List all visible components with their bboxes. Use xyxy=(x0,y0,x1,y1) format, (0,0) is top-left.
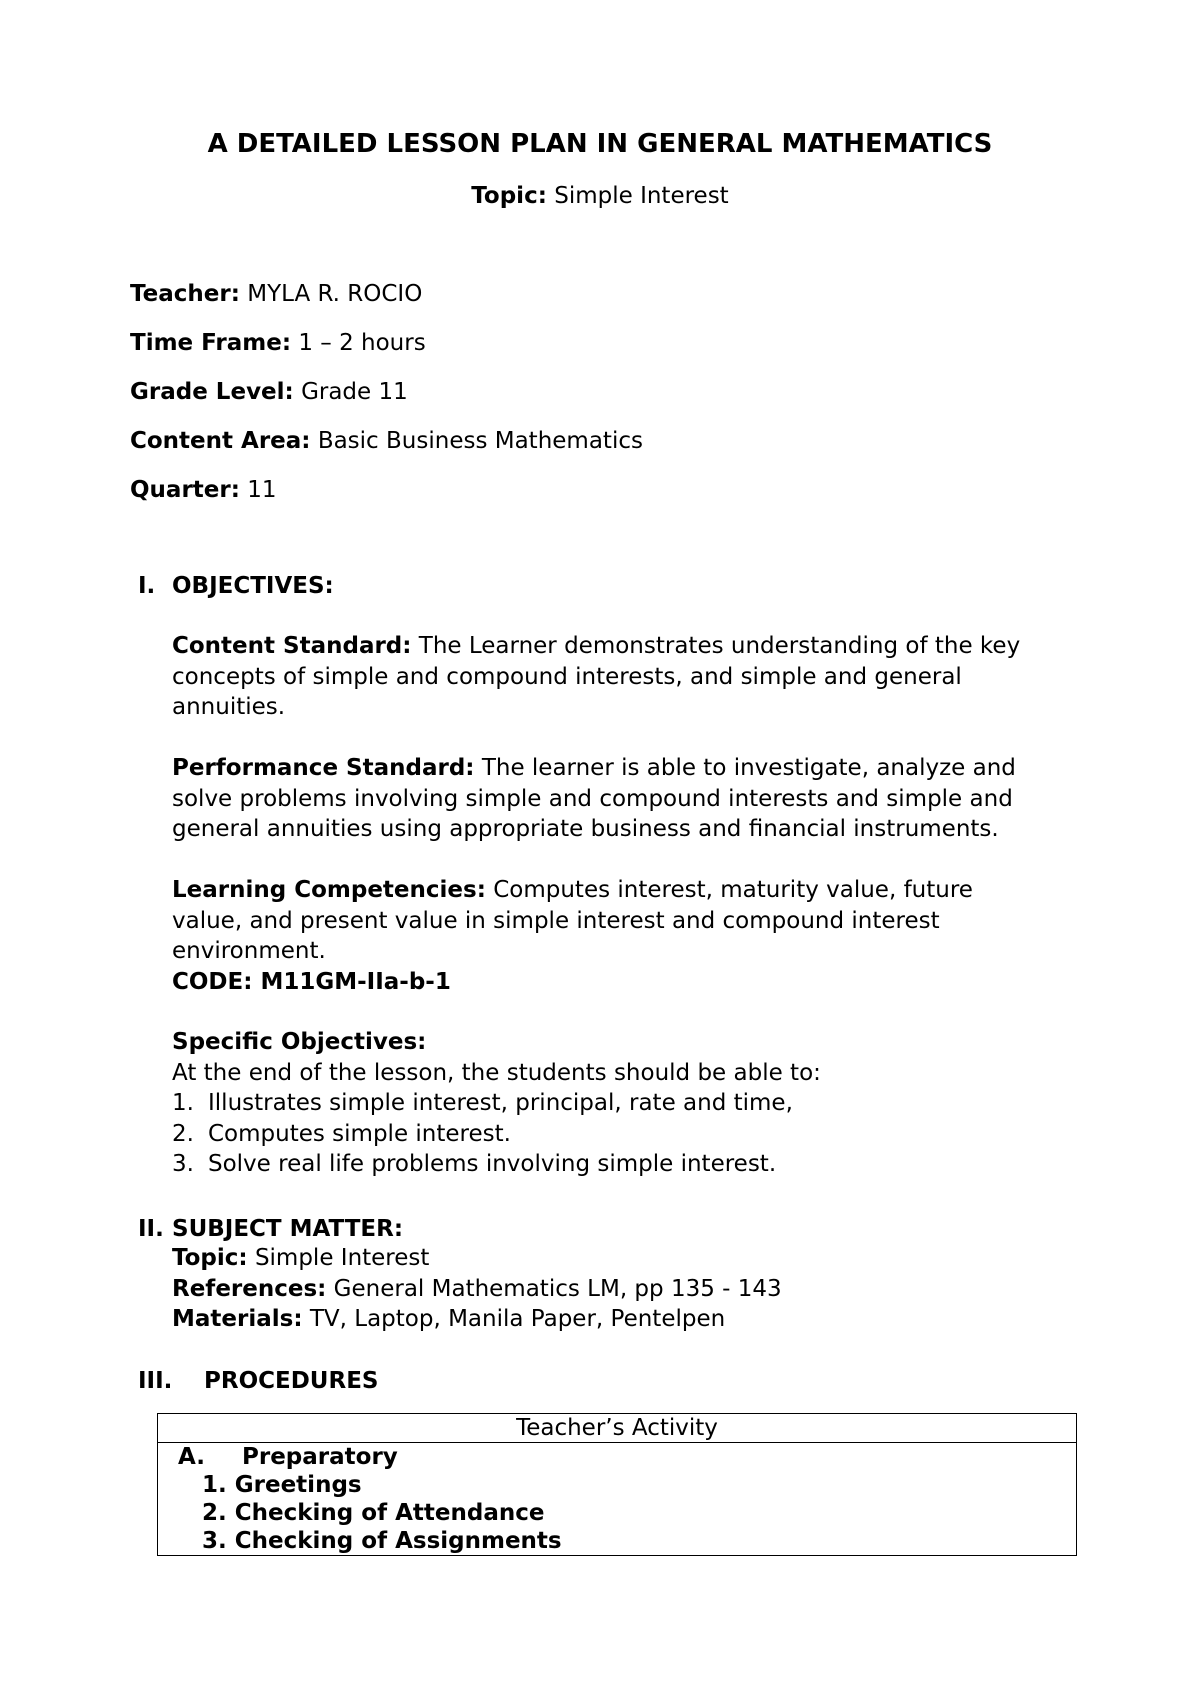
section-title: SUBJECT MATTER: xyxy=(172,1216,404,1242)
list-item xyxy=(172,1149,1092,1180)
specific-objectives xyxy=(172,1027,1092,1180)
procedure-step xyxy=(170,1471,1064,1499)
materials-value: TV, Laptop, Manila Paper, Pentelpen xyxy=(309,1306,726,1332)
content-standard-text: concepts of simple and compound interests, and simple and general xyxy=(172,663,962,690)
materials-label: Materials: xyxy=(172,1306,303,1332)
procedure-step xyxy=(170,1527,1064,1555)
content-standard-label: Content Standard: xyxy=(172,633,412,659)
section-number: III. xyxy=(138,1368,173,1394)
section-number: I. xyxy=(138,573,156,599)
list-item-text: Computes simple interest. xyxy=(208,1120,511,1147)
section-procedures-heading xyxy=(138,1367,378,1395)
step-text: Checking of Attendance xyxy=(234,1500,545,1526)
meta-time-frame xyxy=(130,329,426,357)
specific-objectives-label: Specific Objectives: xyxy=(172,1029,427,1055)
meta-label: Content Area: xyxy=(130,428,311,454)
content-standard xyxy=(172,631,1092,723)
section-number: II. xyxy=(138,1216,164,1242)
performance-standard-label: Performance Standard: xyxy=(172,755,475,781)
subject-topic-value: Simple Interest xyxy=(254,1245,430,1271)
stage-label: A. xyxy=(178,1444,205,1470)
meta-teacher xyxy=(130,280,422,308)
subject-topic-label: Topic: xyxy=(172,1245,248,1271)
performance-standard xyxy=(172,753,1092,845)
topic-label: Topic: xyxy=(471,183,547,209)
performance-standard-text: solve problems involving simple and compound interests and simple and xyxy=(172,785,1013,812)
meta-value: MYLA R. ROCIO xyxy=(247,281,423,307)
performance-standard-text: The learner is able to investigate, analyze and xyxy=(481,755,1016,781)
procedures-table xyxy=(157,1413,1077,1556)
section-objectives-heading xyxy=(138,572,334,600)
meta-label: Grade Level: xyxy=(130,379,294,405)
table-header-cell: Teacher’s Activity xyxy=(158,1414,1077,1443)
content-standard-text: The Learner demonstrates understanding of the key xyxy=(418,633,1021,659)
meta-value: 1 – 2 hours xyxy=(298,330,426,356)
learning-competencies-text: value, and present value in simple interest and compound interest xyxy=(172,907,940,934)
competency-code: CODE: M11GM-IIa-b-1 xyxy=(172,968,451,995)
meta-grade-level xyxy=(130,378,408,406)
learning-competencies-text: Computes interest, maturity value, future xyxy=(493,877,973,903)
stage-heading xyxy=(170,1443,1064,1471)
table-header-row xyxy=(158,1414,1077,1443)
learning-competencies-label: Learning Competencies: xyxy=(172,877,486,903)
section-title: OBJECTIVES: xyxy=(172,573,334,599)
meta-quarter xyxy=(130,476,277,504)
learning-competencies-text: environment. xyxy=(172,938,326,964)
meta-value: 11 xyxy=(247,477,277,503)
procedure-step xyxy=(170,1499,1064,1527)
subject-matter-details xyxy=(172,1243,1092,1335)
meta-value: Grade 11 xyxy=(301,379,408,405)
table-cell xyxy=(158,1443,1077,1556)
references-label: References: xyxy=(172,1275,327,1302)
table-row xyxy=(158,1443,1077,1556)
document-topic xyxy=(0,182,1200,210)
step-number: 1. xyxy=(202,1472,227,1498)
list-item-number: 3. xyxy=(172,1151,194,1177)
step-text: Greetings xyxy=(234,1472,362,1498)
content-standard-text: annuities. xyxy=(172,694,286,720)
list-item xyxy=(172,1119,1092,1150)
meta-value: Basic Business Mathematics xyxy=(317,428,643,454)
section-subject-matter-heading xyxy=(138,1215,403,1243)
list-item-number: 1. xyxy=(172,1090,194,1116)
list-item-number: 2. xyxy=(172,1120,194,1147)
list-item-text: Solve real life problems involving simple interest. xyxy=(208,1151,777,1177)
meta-label: Time Frame: xyxy=(130,330,292,356)
references-value: General Mathematics LM, pp 135 - 143 xyxy=(333,1275,782,1302)
learning-competencies xyxy=(172,875,1092,997)
step-number: 3. xyxy=(202,1528,227,1554)
meta-label: Teacher: xyxy=(130,281,240,307)
stage-title: Preparatory xyxy=(242,1444,398,1470)
section-title: PROCEDURES xyxy=(204,1368,379,1394)
topic-value: Simple Interest xyxy=(554,183,729,209)
step-text: Checking of Assignments xyxy=(234,1528,562,1554)
document-title: A DETAILED LESSON PLAN IN GENERAL MATHEMATICS xyxy=(207,129,993,159)
list-item-text: Illustrates simple interest, principal, rate and time, xyxy=(208,1090,793,1116)
meta-content-area xyxy=(130,427,643,455)
meta-label: Quarter: xyxy=(130,477,240,503)
performance-standard-text: general annuities using appropriate business and financial instruments. xyxy=(172,816,999,842)
specific-objectives-intro: At the end of the lesson, the students should be able to: xyxy=(172,1059,821,1086)
list-item xyxy=(172,1088,1092,1119)
step-number: 2. xyxy=(202,1500,227,1526)
